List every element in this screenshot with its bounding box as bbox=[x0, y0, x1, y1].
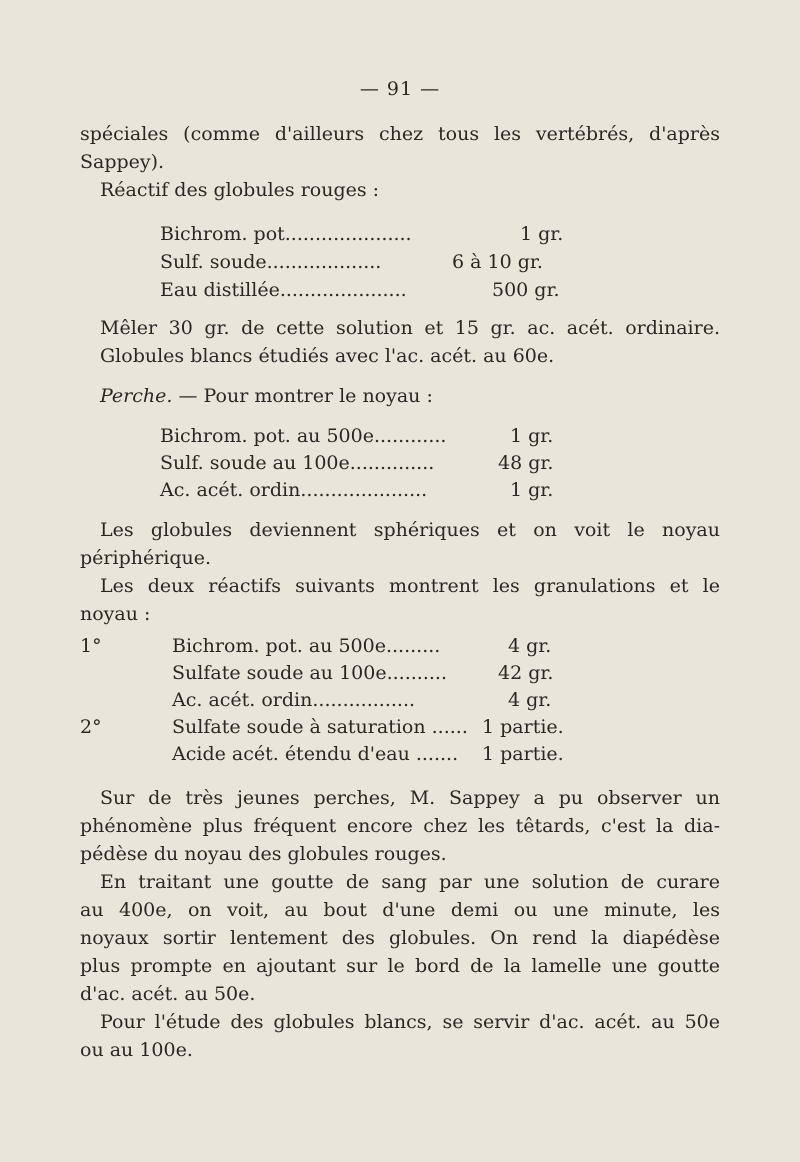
recipe-ingredient: Sulfate soude à saturation ...... bbox=[172, 716, 468, 738]
recipe-ingredient: Bichrom. pot. au 500e......... bbox=[172, 635, 441, 657]
recipe-amount: 6 à 10 gr. bbox=[452, 251, 543, 273]
recipe-ingredient: Bichrom. pot. au 500e............ bbox=[160, 425, 447, 447]
para1-line2: Sappey). bbox=[80, 151, 165, 173]
perche-heading bbox=[100, 384, 433, 408]
recipe-amount: 1 gr. bbox=[510, 479, 554, 501]
recipe-amount: 4 gr. bbox=[508, 635, 552, 657]
recipe-amount: 1 partie. bbox=[482, 716, 564, 738]
recipe-amount: 1 gr. bbox=[510, 425, 554, 447]
recipe-ingredient: Ac. acét. ordin................. bbox=[172, 689, 416, 711]
para5-line1: En traitant une goutte de sang par une solution de curare bbox=[100, 871, 720, 893]
page-number: — 91 — bbox=[359, 78, 441, 100]
para5-line5: d'ac. acét. au 50e. bbox=[80, 983, 256, 1005]
recipe-amount: 500 gr. bbox=[492, 279, 560, 301]
perche-label: Perche. bbox=[100, 385, 173, 407]
recipe-amount: 48 gr. bbox=[498, 452, 554, 474]
para2-line1: Mêler 30 gr. de cette solution et 15 gr. ac. acét. ordinaire. bbox=[100, 317, 720, 339]
para4-line1: Sur de très jeunes perches, M. Sappey a pu observer un bbox=[100, 787, 720, 809]
para3-line2: périphérique. bbox=[80, 547, 212, 569]
para1-line1: spéciales (comme d'ailleurs chez tous les vertébrés, d'après bbox=[80, 123, 720, 145]
recipe-amount: 1 partie. bbox=[482, 743, 564, 765]
para3-line1: Les globules deviennent sphériques et on voit le noyau bbox=[100, 519, 720, 541]
recipe-ingredient: Eau distillée..................... bbox=[160, 279, 407, 301]
formula-number-1: 1° bbox=[80, 635, 102, 657]
para5-line4: plus prompte en ajoutant sur le bord de la lamelle une goutte bbox=[80, 955, 720, 977]
recipe-amount: 1 gr. bbox=[520, 223, 564, 245]
formula-number-2: 2° bbox=[80, 716, 102, 738]
para5-line3: noyaux sortir lentement des globules. On rend la diapédèse bbox=[80, 927, 720, 949]
recipe-amount: 4 gr. bbox=[508, 689, 552, 711]
recipe-ingredient: Sulf. soude................... bbox=[160, 251, 382, 273]
recipe-ingredient: Sulf. soude au 100e.............. bbox=[160, 452, 435, 474]
para4-line2: phénomène plus fréquent encore chez les têtards, c'est la dia- bbox=[80, 815, 720, 837]
recipe-ingredient: Sulfate soude au 100e.......... bbox=[172, 662, 447, 684]
recipe-ingredient: Bichrom. pot..................... bbox=[160, 223, 412, 245]
recipe-ingredient: Ac. acét. ordin..................... bbox=[160, 479, 428, 501]
para6-line2: ou au 100e. bbox=[80, 1039, 193, 1061]
para3-line4: noyau : bbox=[80, 603, 151, 625]
para3-line3: Les deux réactifs suivants montrent les granulations et le bbox=[100, 575, 720, 597]
para2-line2: Globules blancs étudiés avec l'ac. acét. au 60e. bbox=[100, 345, 555, 367]
para4-line3: pédèse du noyau des globules rouges. bbox=[80, 843, 447, 865]
perche-text: — Pour montrer le noyau : bbox=[172, 385, 433, 407]
recipe-amount: 42 gr. bbox=[498, 662, 554, 684]
para5-line2: au 400e, on voit, au bout d'une demi ou une minute, les bbox=[80, 899, 720, 921]
recipe-ingredient: Acide acét. étendu d'eau ....... bbox=[172, 743, 459, 765]
para6-line1: Pour l'étude des globules blancs, se servir d'ac. acét. au 50e bbox=[100, 1011, 720, 1033]
reactif-title: Réactif des globules rouges : bbox=[100, 179, 380, 201]
